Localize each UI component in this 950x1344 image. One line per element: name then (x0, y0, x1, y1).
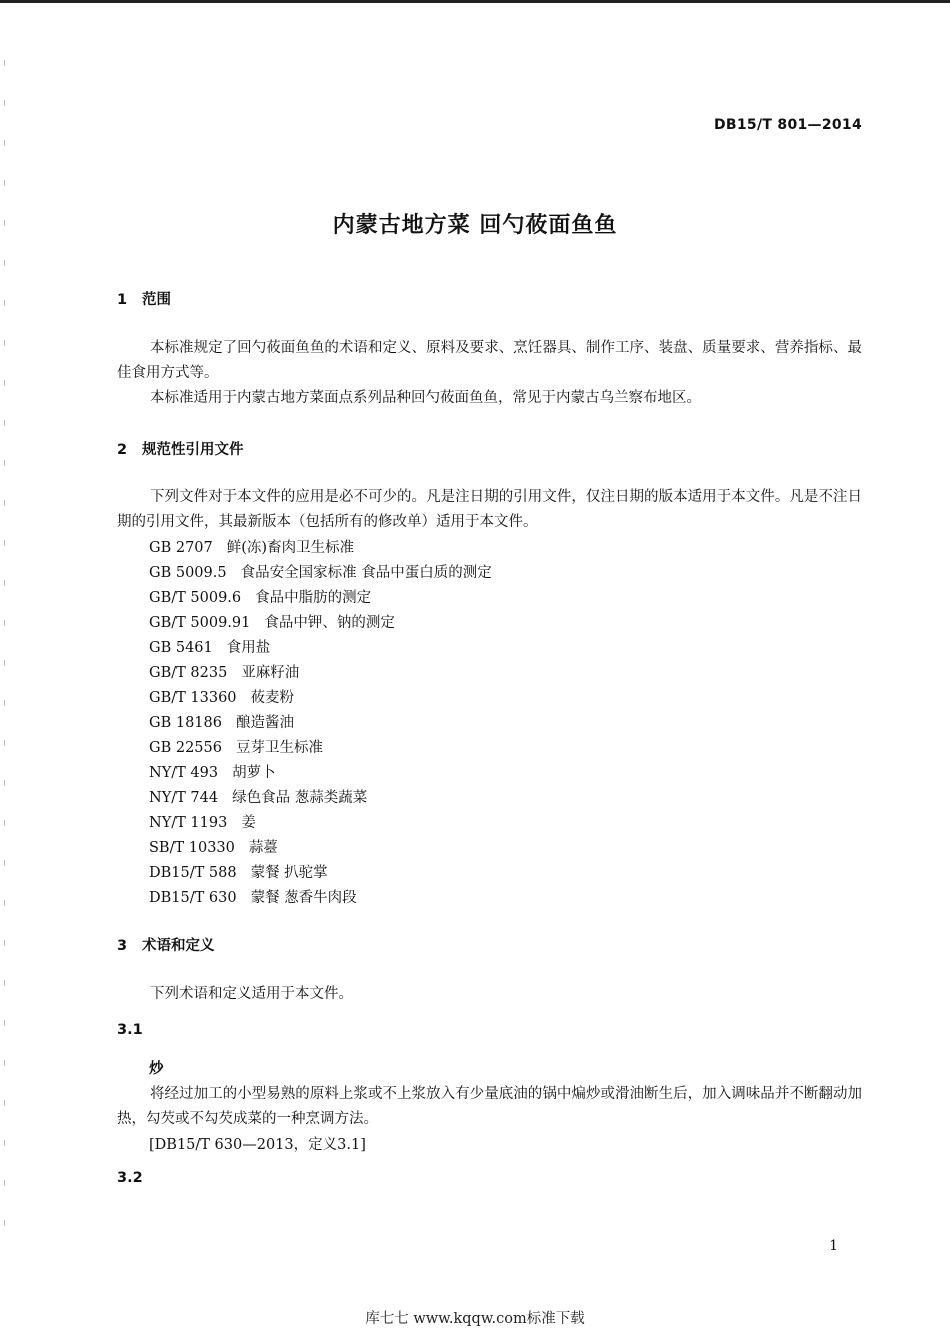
section-1-paragraph-2: 本标准适用于内蒙古地方菜面点系列品种回勺莜面鱼鱼，常见于内蒙古乌兰察布地区。 (150, 390, 701, 406)
ref-title: 胡萝卜 (232, 765, 276, 781)
list-item (149, 536, 492, 561)
section-number: 1 (117, 292, 128, 308)
footer-watermark-text: 库七七 www.kqqw.com标准下载 (365, 1311, 585, 1327)
term-3-1-definition: 将经过加工的小型易熟的原料上浆或不上浆放入有少量底油的锅中煸炒或滑油断生后，加入调味品并不断翻动加热，勾芡或不勾芡成菜的一种烹调方法。 (117, 1086, 862, 1127)
ref-code: GB/T 5009.6 (149, 590, 242, 606)
section-number: 3 (117, 938, 128, 954)
ref-code: NY/T 744 (149, 790, 219, 806)
normative-reference-list (149, 536, 492, 911)
ref-title: 绿色食品 葱蒜类蔬菜 (232, 790, 368, 806)
ref-title: 蒙餐 扒驼掌 (250, 865, 328, 881)
list-item (149, 561, 492, 586)
ref-title: 亚麻籽油 (241, 665, 300, 681)
ref-title: 食品中脂肪的测定 (255, 590, 372, 606)
ref-title: 蒙餐 葱香牛肉段 (250, 890, 357, 906)
section-number: 2 (117, 442, 128, 458)
section-3-heading (117, 934, 215, 955)
term-3-1-number: 3.1 (117, 1022, 143, 1038)
ref-code: GB 18186 (149, 715, 222, 731)
list-item (149, 711, 492, 736)
section-title: 范围 (142, 292, 171, 308)
list-item (149, 736, 492, 761)
list-item (149, 686, 492, 711)
ref-code: DB15/T 588 (149, 865, 237, 881)
term-3-1-source: [DB15/T 630—2013，定义3.1] (149, 1137, 366, 1153)
list-item (149, 836, 492, 861)
ref-title: 酿造酱油 (235, 715, 294, 731)
top-border-rule (0, 0, 950, 3)
list-item (149, 611, 492, 636)
term-3-2-number: 3.2 (117, 1170, 143, 1186)
ref-title: 食用盐 (226, 640, 271, 656)
document-title: 内蒙古地方菜 回勺莜面鱼鱼 (332, 213, 618, 238)
list-item (149, 811, 492, 836)
ref-title: 姜 (241, 815, 256, 831)
ref-code: GB 2707 (149, 540, 213, 556)
ref-title: 食品中钾、钠的测定 (264, 615, 395, 631)
list-item (149, 761, 492, 786)
section-2-heading (117, 438, 244, 459)
list-item (149, 786, 492, 811)
ref-code: DB15/T 630 (149, 890, 237, 906)
ref-code: GB/T 13360 (149, 690, 237, 706)
standard-code: DB15/T 801—2014 (714, 117, 862, 133)
ref-code: GB/T 8235 (149, 665, 228, 681)
section-1-heading (117, 288, 171, 309)
section-title: 规范性引用文件 (142, 442, 244, 458)
ref-code: GB 5461 (149, 640, 213, 656)
ref-code: GB 5009.5 (149, 565, 227, 581)
ref-code: NY/T 493 (149, 765, 219, 781)
ref-title: 莜麦粉 (250, 690, 295, 706)
ref-title: 蒜薹 (248, 840, 278, 856)
list-item (149, 886, 492, 911)
ref-title: 鲜(冻)畜肉卫生标准 (226, 540, 355, 556)
section-title: 术语和定义 (142, 938, 215, 954)
list-item (149, 586, 492, 611)
ref-code: GB 22556 (149, 740, 222, 756)
ref-title: 豆芽卫生标准 (235, 740, 323, 756)
list-item (149, 861, 492, 886)
page-number: 1 (829, 1238, 838, 1254)
ref-code: SB/T 10330 (149, 840, 235, 856)
list-item (149, 661, 492, 686)
ref-title: 食品安全国家标准 食品中蛋白质的测定 (240, 565, 492, 581)
term-3-1-word: 炒 (149, 1061, 164, 1077)
section-1-paragraph-1: 本标准规定了回勺莜面鱼鱼的术语和定义、原料及要求、烹饪器具、制作工序、装盘、质量要求、营养指标、最佳食用方式等。 (117, 340, 862, 381)
section-3-paragraph-1: 下列术语和定义适用于本文件。 (150, 986, 353, 1002)
ref-code: GB/T 5009.91 (149, 615, 251, 631)
section-2-paragraph-1: 下列文件对于本文件的应用是必不可少的。凡是注日期的引用文件，仅注日期的版本适用于本文件。凡是不注日期的引用文件，其最新版本（包括所有的修改单）适用于本文件。 (117, 489, 862, 530)
list-item (149, 636, 492, 661)
ref-code: NY/T 1193 (149, 815, 228, 831)
